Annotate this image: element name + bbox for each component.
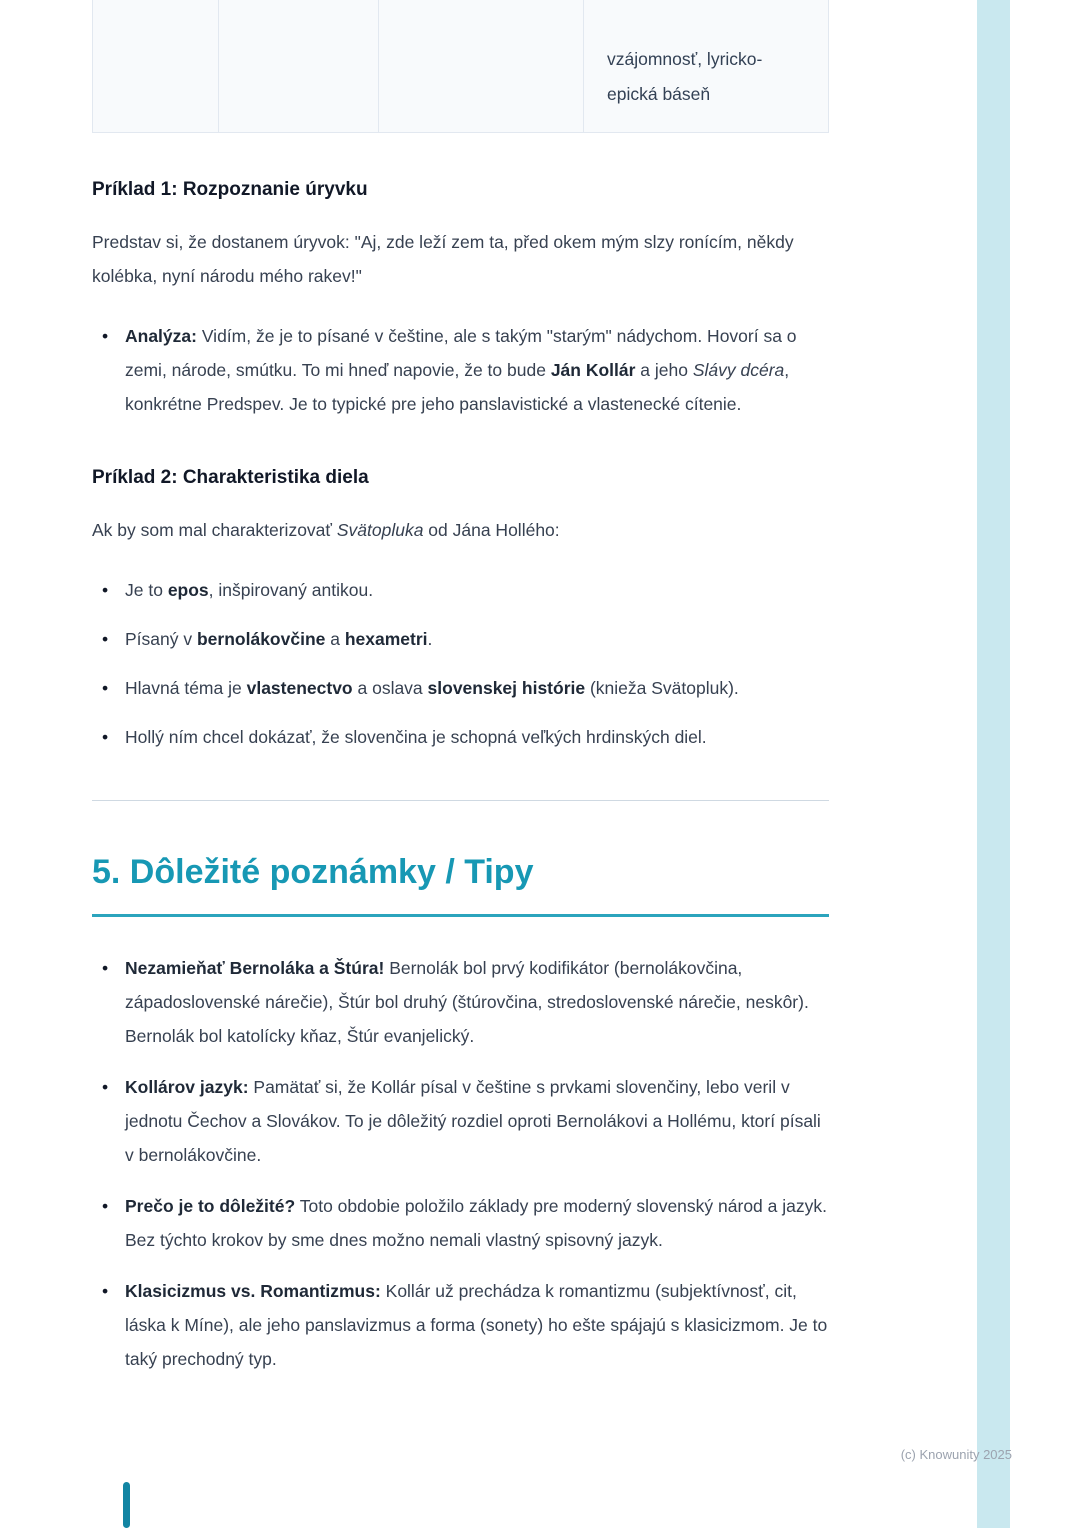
bold-text-run: hexametri — [344, 629, 428, 649]
list-item — [92, 671, 829, 705]
table-cell-empty — [92, 0, 218, 133]
list-item — [92, 1070, 829, 1172]
text-run: Ak by som mal charakterizovať — [92, 520, 337, 540]
table-cell-line: epická báseň — [607, 84, 711, 104]
text-run: a jeho — [635, 360, 693, 380]
example2-intro — [92, 513, 829, 547]
bold-text-run: bernolákovčine — [196, 629, 326, 649]
bold-text-run: slovenskej histórie — [427, 678, 586, 698]
bold-text-run: Prečo je to dôležité? — [125, 1196, 296, 1216]
text-run: (knieža Svätopluk). — [585, 678, 739, 698]
bold-text-run: vlastenectvo — [246, 678, 353, 698]
text-run: , konkrétne Predspev. Je to typické pre jeho panslavistické a vlastenecké cítenie. — [125, 360, 790, 414]
section5-heading: 5. Dôležité poznámky / Tipy — [92, 853, 829, 917]
italic-text-run: Svätopluka — [336, 520, 424, 540]
bold-text-run: Klasicizmus vs. Romantizmus: — [125, 1281, 381, 1301]
tips-list — [92, 951, 829, 1376]
bold-text-run: Kollárov jazyk: — [125, 1077, 249, 1097]
list-item — [92, 1274, 829, 1376]
list-item — [92, 622, 829, 656]
text-run: . — [427, 629, 433, 649]
text-run: od Jána Hollého: — [423, 520, 560, 540]
text-run: , inšpirovaný antikou. — [208, 580, 374, 600]
document-content — [92, 0, 829, 1393]
table-cell-empty — [218, 0, 378, 133]
text-run: a oslava — [352, 678, 428, 698]
list-item — [92, 951, 829, 1053]
text-run: Vidím, že je to písané v češtine, ale s takým "starým" nádychom. Hovorí sa o zemi, národe, smútku. To mi hneď napovie, že to bude — [125, 326, 797, 380]
table-fragment — [92, 0, 829, 133]
text-run: Pamätať si, že Kollár písal v češtine s prvkami slovenčiny, lebo veril v jednotu Čechov a Slovákov. To je dôležitý rozdiel oproti Bernolákovi a Hollému, ktorí písali v bernolákovčine. — [125, 1077, 821, 1165]
table-cell-empty — [378, 0, 583, 133]
footer-credit: (c) Knowunity 2025 — [900, 1447, 1012, 1462]
text-run: Kollár už prechádza k romantizmu (subjektívnosť, cit, láska k Míne), ale jeho panslavizmus a forma (sonety) ho ešte spájajú s klasicizmom. Je to taký prechodný typ. — [125, 1281, 828, 1369]
example2-heading: Príklad 2: Charakteristika diela — [92, 467, 369, 488]
text-run: a — [325, 629, 345, 649]
list-item — [92, 319, 829, 421]
bold-text-run: Ján Kollár — [550, 360, 636, 380]
example1-list — [92, 319, 829, 421]
example2-list — [92, 573, 829, 754]
bold-text-run: epos — [167, 580, 209, 600]
bold-text-run: Nezamieňať Bernoláka a Štúra! — [125, 958, 385, 978]
list-item — [92, 573, 829, 607]
right-accent-bar — [977, 0, 1010, 1528]
section-divider — [92, 800, 829, 801]
text-run: Písaný v — [125, 629, 197, 649]
text-run: Hlavná téma je — [125, 678, 247, 698]
list-item — [92, 1189, 829, 1257]
text-run: Hollý ním chcel dokázať, že slovenčina je schopná veľkých hrdinských diel. — [125, 727, 707, 747]
list-item — [92, 720, 829, 754]
example1-paragraph: Predstav si, že dostanem úryvok: "Aj, zde leží zem ta, před okem mým slzy ronícím, někdy kolébka, nyní národu mého rakev!" — [92, 232, 794, 286]
italic-text-run: Slávy dcéra — [692, 360, 785, 380]
bold-text-run: Analýza: — [125, 326, 197, 346]
example1-heading: Príklad 1: Rozpoznanie úryvku — [92, 179, 368, 200]
blockquote-bar — [123, 1482, 130, 1528]
text-run: Toto obdobie položilo základy pre moderný slovenský národ a jazyk. Bez týchto krokov by sme dnes možno nemali vlastný spisovný jazyk. — [125, 1196, 827, 1250]
table-cell-genre — [583, 0, 829, 133]
table-cell-line: vzájomnosť, lyricko- — [607, 49, 763, 69]
text-run: Je to — [125, 580, 168, 600]
text-run: Bernolák bol prvý kodifikátor (bernolákovčina, západoslovenské nárečie), Štúr bol druhý (štúrovčina, stredoslovenské nárečie, neskôr). Bernolák bol katolícky kňaz, Štúr evanjelický. — [125, 958, 809, 1046]
